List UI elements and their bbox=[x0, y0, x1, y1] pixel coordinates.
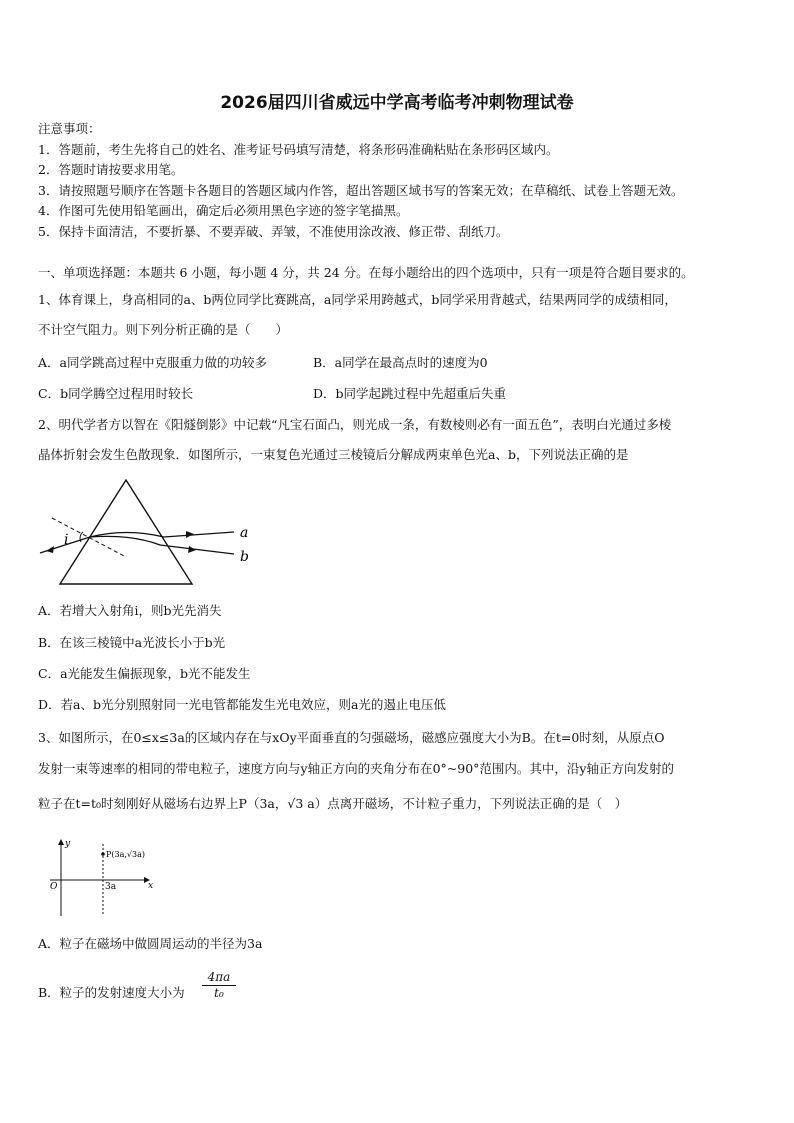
q1-option-b: B．a同学在最高点时的速度为0 bbox=[313, 355, 488, 370]
q1-option-d: D．b同学起跳过程中先超重后失重 bbox=[313, 386, 507, 401]
angle-arc bbox=[80, 532, 83, 542]
q3-stem: 发射一束等速率的相同的带电粒子，速度方向与y轴正方向的夹角分布在0°~90°范围内。其中，沿y轴正方向发射的 bbox=[38, 761, 674, 776]
coordinate-figure bbox=[40, 836, 170, 920]
notice-item: 1．答题前，考生先将自己的姓名、准考证号码填写清楚，将条形码准确粘贴在条形码区域内。 bbox=[38, 142, 559, 157]
incident-angle-label: i bbox=[64, 532, 69, 548]
fraction-numerator: 4πa bbox=[207, 970, 231, 984]
emergent-ray-a bbox=[164, 532, 234, 537]
fraction-denominator: t₀ bbox=[202, 985, 236, 1000]
notice-item: 5．保持卡面清洁，不要折暴、不要弄破、弄皱，不准使用涂改液、修正带、刮纸刀。 bbox=[38, 224, 509, 239]
x-axis-label: x bbox=[148, 881, 154, 891]
notice-item: 4．作图可先使用铅笔画出，确定后必须用黑色字迹的签字笔描黑。 bbox=[38, 203, 409, 218]
notice-item: 2．答题时请按要求用笔。 bbox=[38, 162, 184, 177]
q3-option-a: A．粒子在磁场中做圆周运动的半径为3a bbox=[38, 936, 263, 951]
q3-stem: 3、如图所示，在0≤x≤3a的区域内存在与xOy平面垂直的匀强磁场，磁感应强度大小为B。在t=0时刻，从原点O bbox=[38, 730, 665, 745]
q1-stem: 不计空气阻力。则下列分析正确的是（ ） bbox=[38, 322, 289, 337]
q3-stem: 粒子在t=t₀时刻刚好从磁场右边界上P（3a，√3 a）点离开磁场，不计粒子重力，下列说法正确的是（ ） bbox=[38, 796, 628, 811]
page-title: 2026届四川省威远中学高考临考冲刺物理试卷 bbox=[220, 93, 574, 113]
notice-item: 3．请按照题号顺序在答题卡各题目的答题区域内作答，超出答题区域书写的答案无效；在草稿纸、试卷上答题无效。 bbox=[38, 183, 684, 198]
q1-option-a: A．a同学跳高过程中克服重力做的功较多 bbox=[38, 355, 267, 370]
arrow-icon bbox=[186, 531, 194, 538]
origin-label: O bbox=[50, 882, 58, 892]
q2-stem: 晶体折射会发生色散现象．如图所示，一束复色光通过三棱镜后分解成两束单色光a、b，下列说法正确的是 bbox=[38, 447, 629, 462]
prism-figure bbox=[36, 476, 266, 591]
q2-option-a: A．若增大入射角i，则b光先消失 bbox=[38, 603, 222, 618]
point-p-label: P(3a,√3a) bbox=[106, 850, 145, 859]
emergent-ray-b bbox=[160, 545, 234, 554]
arrow-icon bbox=[188, 546, 196, 553]
q2-stem: 2、明代学者方以智在《阳燧倒影》中记载“凡宝石面凸，则光成一条，有数棱则必有一面五色”，表明白光通过多棱 bbox=[38, 417, 672, 432]
ray-a-label: a bbox=[240, 525, 249, 541]
point-p bbox=[101, 852, 105, 856]
q2-option-b: B．在该三棱镜中a光波长小于b光 bbox=[38, 635, 226, 650]
arrow-icon bbox=[58, 839, 64, 845]
refracted-ray-b bbox=[90, 536, 160, 545]
q2-option-d: D．若a、b光分别照射同一光电管都能发生光电效应，则a光的遏止电压低 bbox=[38, 697, 446, 712]
ray-b-label: b bbox=[240, 549, 249, 565]
q3-option-b-fraction bbox=[202, 970, 236, 1000]
boundary-label: 3a bbox=[105, 882, 117, 892]
notice-heading: 注意事项： bbox=[38, 121, 101, 136]
arrow-icon bbox=[46, 546, 54, 553]
y-axis-label: y bbox=[65, 839, 71, 849]
q3-option-b: B．粒子的发射速度大小为 bbox=[38, 985, 185, 1000]
q1-stem: 1、体育课上，身高相同的a、b两位同学比赛跳高，a同学采用跨越式，b同学采用背越式，结果两同学的成绩相同， bbox=[38, 292, 677, 307]
q2-option-c: C．a光能发生偏振现象，b光不能发生 bbox=[38, 666, 251, 681]
section-heading: 一、单项选择题：本题共 6 小题，每小题 4 分，共 24 分。在每小题给出的四个选项中，只有一项是符合题目要求的。 bbox=[38, 265, 694, 280]
q1-option-c: C．b同学腾空过程用时较长 bbox=[38, 386, 194, 401]
